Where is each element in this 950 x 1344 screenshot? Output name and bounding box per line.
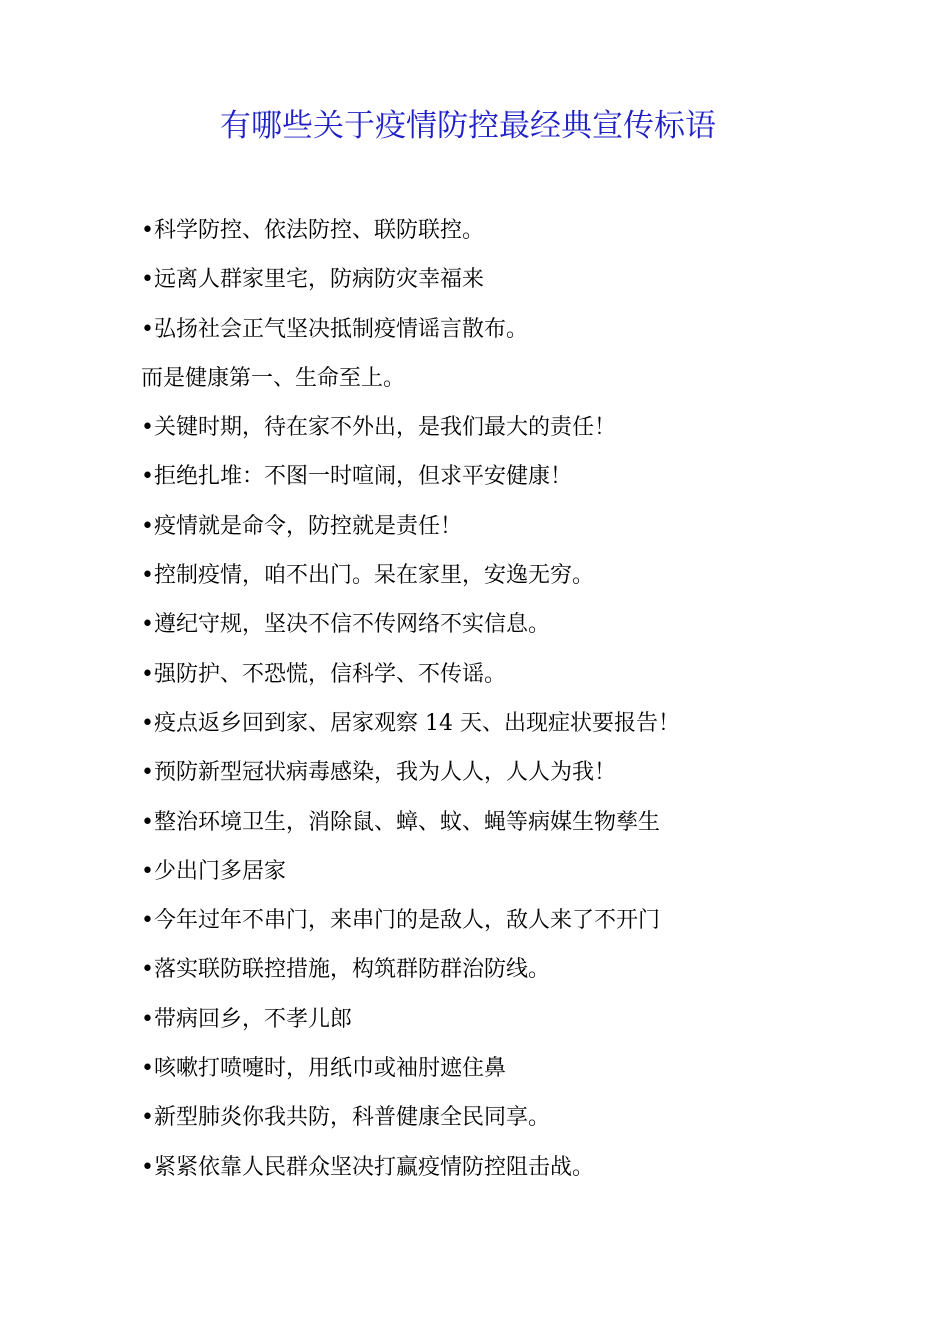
- slogan-line: •疫点返乡回到家、居家观察 14 天、出现症状要报告！: [141, 710, 680, 736]
- document-title: 有哪些关于疫情防控最经典宣传标语: [220, 108, 716, 144]
- slogan-line: •科学防控、依法防控、联防联控。: [141, 218, 484, 243]
- slogan-line: •新型肺炎你我共防，科普健康全民同享。: [141, 1105, 550, 1131]
- slogan-line: •弘扬社会正气坚决抵制疫情谣言散布。: [141, 316, 528, 342]
- slogan-line: •远离人群家里宅，防病防灾幸福来: [141, 267, 484, 293]
- slogan-line: •拒绝扎堆：不图一时喧闹，但求平安健康！: [141, 464, 572, 490]
- slogan-line: •少出门多居家: [141, 858, 286, 884]
- slogan-line: •紧紧依靠人民群众坚决打赢疫情防控阻击战。: [141, 1154, 594, 1180]
- slogan-line: •今年过年不串门，来串门的是敌人，敌人来了不开门: [141, 908, 660, 934]
- slogan-line: •带病回乡，不孝儿郎: [141, 1006, 352, 1032]
- slogan-line: •遵纪守规，坚决不信不传网络不实信息。: [141, 612, 550, 638]
- slogan-line: •关键时期，待在家不外出，是我们最大的责任！: [141, 415, 616, 441]
- slogan-line: 而是健康第一、生命至上。: [141, 365, 406, 391]
- slogan-line: •疫情就是命令，防控就是责任！: [141, 513, 462, 539]
- slogan-list: [141, 212, 841, 1198]
- slogan-line: •预防新型冠状病毒感染，我为人人，人人为我！: [141, 760, 616, 786]
- slogan-line: •整治环境卫生，消除鼠、蟑、蚊、蝇等病媒生物孳生: [141, 809, 660, 835]
- slogan-line: •强防护、不恐慌，信科学、不传谣。: [141, 661, 506, 687]
- slogan-line: •咳嗽打喷嚏时，用纸巾或袖肘遮住鼻: [141, 1056, 506, 1082]
- slogan-line: •落实联防联控措施，构筑群防群治防线。: [141, 957, 550, 983]
- slogan-line: •控制疫情，咱不出门。呆在家里，安逸无穷。: [141, 563, 594, 589]
